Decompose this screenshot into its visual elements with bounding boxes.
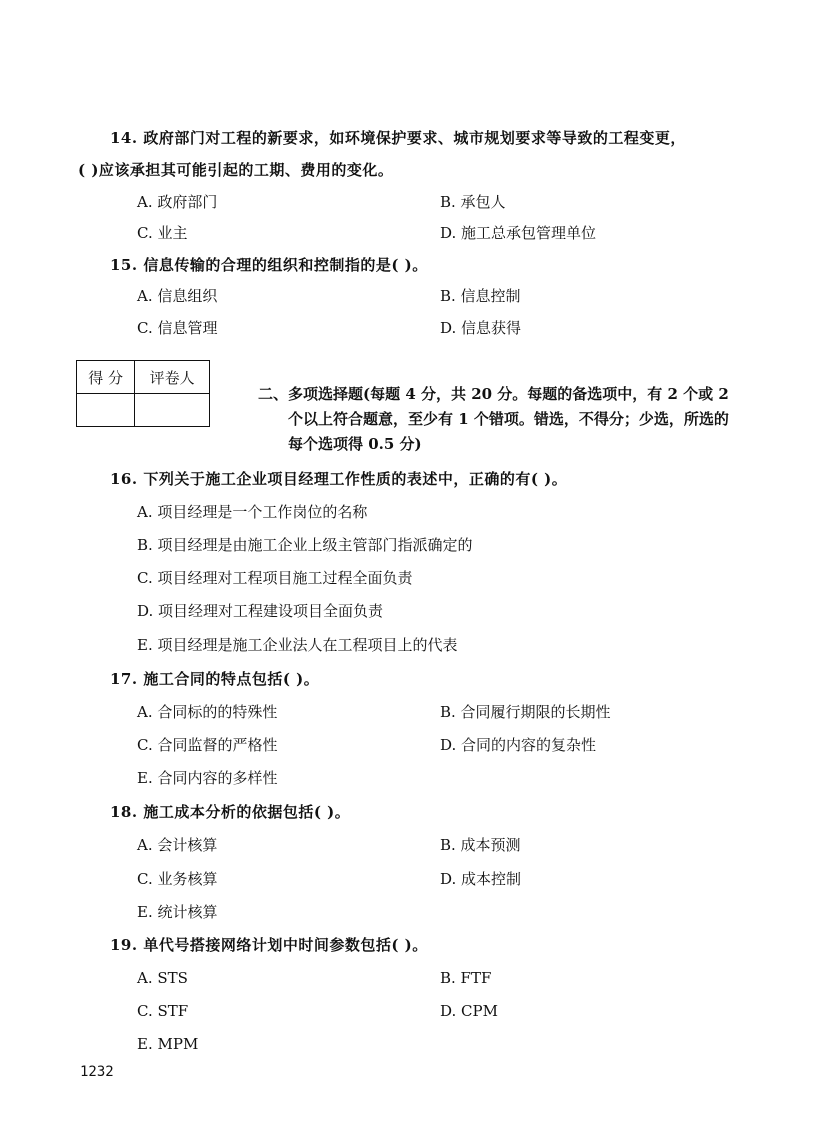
page-number: 1232 [80, 1064, 114, 1080]
score-label: 得 分 [77, 361, 135, 394]
q15-option-a: A. 信息组织 [137, 287, 218, 305]
q16-option-e: E. 项目经理是施工企业法人在工程项目上的代表 [137, 636, 458, 654]
q17-option-c: C. 合同监督的严格性 [137, 736, 278, 754]
q15-option-b: B. 信息控制 [440, 287, 521, 305]
section2-heading-line1: 二、多项选择题(每题 4 分，共 20 分。每题的备选项中，有 2 个或 2 [258, 385, 729, 403]
grader-cell [135, 394, 210, 427]
q14-option-c: C. 业主 [137, 224, 188, 242]
q17-option-a: A. 合同标的的特殊性 [137, 703, 278, 721]
q19-option-c: C. STF [137, 1002, 189, 1020]
q15-option-d: D. 信息获得 [440, 319, 522, 337]
q14-option-d: D. 施工总承包管理单位 [440, 224, 597, 242]
q15-stem: 15. 信息传输的合理的组织和控制指的是( )。 [110, 256, 428, 274]
q14-option-a: A. 政府部门 [137, 193, 218, 211]
q14-stem-line2: ( )应该承担其可能引起的工期、费用的变化。 [78, 161, 394, 179]
q16-option-a: A. 项目经理是一个工作岗位的名称 [137, 503, 368, 521]
section2-heading-line3: 每个选项得 0.5 分) [288, 435, 422, 453]
q18-option-a: A. 会计核算 [137, 836, 218, 854]
score-box [76, 360, 210, 427]
q16-stem: 16. 下列关于施工企业项目经理工作性质的表述中，正确的有( )。 [110, 470, 568, 488]
q18-option-e: E. 统计核算 [137, 903, 218, 921]
grader-label: 评卷人 [135, 361, 210, 394]
q16-option-b: B. 项目经理是由施工企业上级主管部门指派确定的 [137, 536, 473, 554]
q16-option-c: C. 项目经理对工程项目施工过程全面负责 [137, 569, 413, 587]
q18-option-d: D. 成本控制 [440, 870, 522, 888]
q19-stem: 19. 单代号搭接网络计划中时间参数包括( )。 [110, 936, 428, 954]
score-cell [77, 394, 135, 427]
q15-option-c: C. 信息管理 [137, 319, 218, 337]
q18-stem: 18. 施工成本分析的依据包括( )。 [110, 803, 351, 821]
q18-option-c: C. 业务核算 [137, 870, 218, 888]
q17-option-b: B. 合同履行期限的长期性 [440, 703, 611, 721]
q19-option-d: D. CPM [440, 1002, 498, 1020]
q19-option-a: A. STS [137, 969, 188, 987]
q17-option-e: E. 合同内容的多样性 [137, 769, 278, 787]
section2-heading-line2: 个以上符合题意，至少有 1 个错项。错选，不得分；少选，所选的 [288, 410, 729, 428]
q18-option-b: B. 成本预测 [440, 836, 521, 854]
q19-option-e: E. MPM [137, 1035, 199, 1053]
q16-option-d: D. 项目经理对工程建设项目全面负责 [137, 602, 384, 620]
q14-stem-line1: 14. 政府部门对工程的新要求，如环境保护要求、城市规划要求等导致的工程变更， [110, 129, 686, 147]
q14-option-b: B. 承包人 [440, 193, 506, 211]
q17-stem: 17. 施工合同的特点包括( )。 [110, 670, 320, 688]
q17-option-d: D. 合同的内容的复杂性 [440, 736, 597, 754]
q19-option-b: B. FTF [440, 969, 492, 987]
